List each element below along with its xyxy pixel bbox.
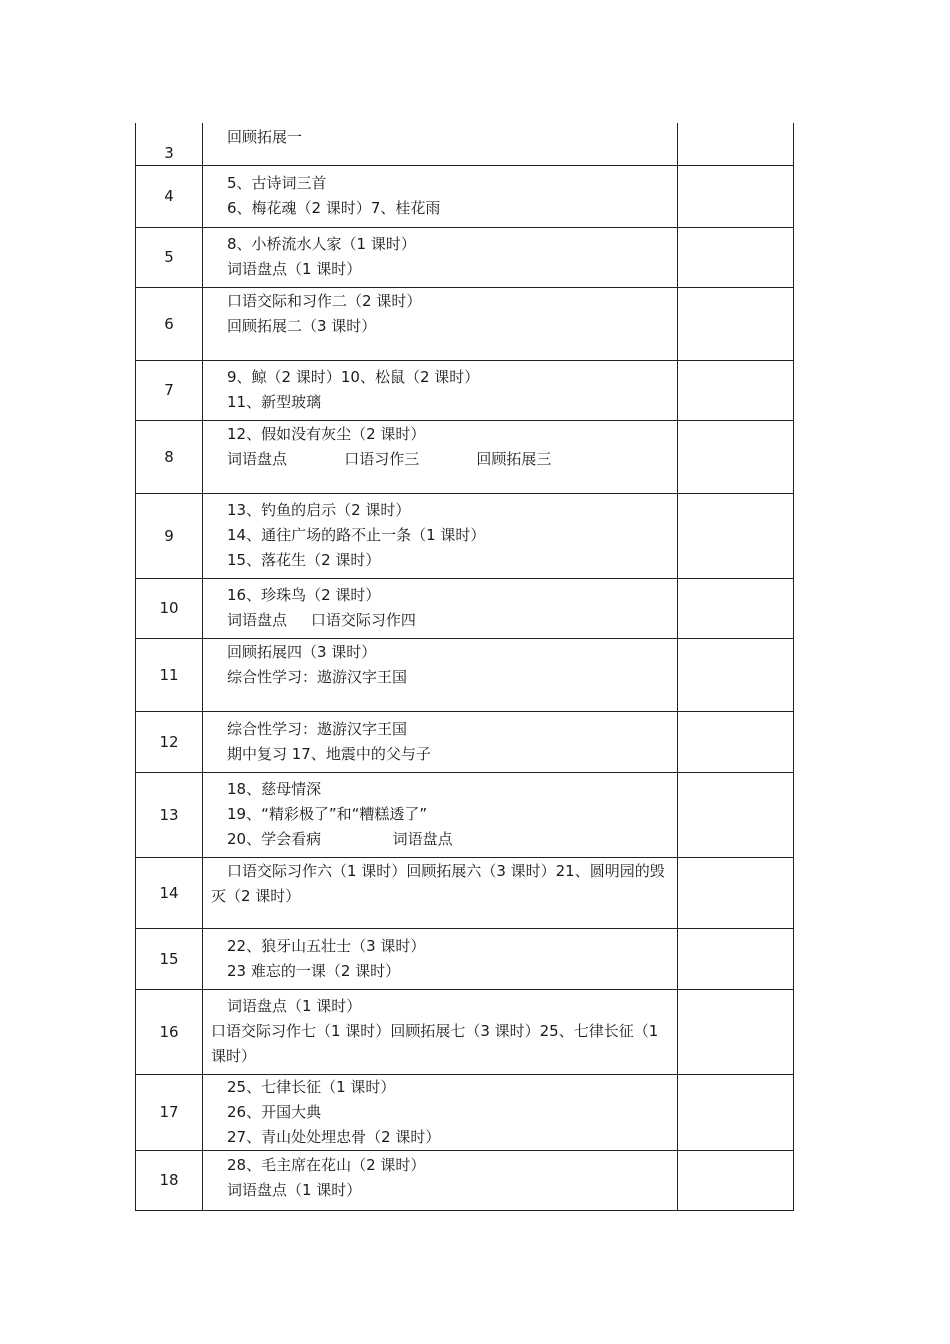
week-number: 15	[136, 928, 203, 989]
lesson-line: 词语盘点 口语交际习作四	[227, 611, 416, 629]
lesson-content	[203, 857, 678, 928]
notes-cell	[678, 638, 794, 711]
lesson-content	[203, 420, 678, 493]
lesson-line: 11、新型玻璃	[227, 393, 322, 411]
lesson-content	[203, 772, 678, 857]
table-row	[136, 420, 794, 493]
week-number: 3	[136, 123, 203, 165]
week-number: 18	[136, 1150, 203, 1210]
lesson-content	[203, 711, 678, 772]
lesson-line: 综合性学习：遨游汉字王国	[227, 667, 408, 686]
lesson-content	[203, 227, 678, 287]
lesson-line: 28、毛主席在花山（2 课时）	[227, 1155, 426, 1174]
table-row	[136, 165, 794, 227]
week-number: 14	[136, 857, 203, 928]
lesson-line: 综合性学习：遨游汉字王国	[227, 719, 408, 738]
lesson-content	[203, 638, 678, 711]
notes-cell	[678, 928, 794, 989]
notes-cell	[678, 989, 794, 1074]
notes-cell	[678, 857, 794, 928]
week-number: 13	[136, 772, 203, 857]
lesson-line: 口语交际习作六（1 课时）回顾拓展六（3 课时）21、圆明园的毁灭（2 课时）	[211, 861, 665, 905]
table-row	[136, 1150, 794, 1210]
table-row	[136, 287, 794, 360]
table-row	[136, 493, 794, 578]
lesson-content	[203, 287, 678, 360]
week-number: 17	[136, 1074, 203, 1150]
lesson-line: 词语盘点（1 课时）	[227, 997, 362, 1015]
table-row	[136, 360, 794, 420]
notes-cell	[678, 227, 794, 287]
notes-cell	[678, 1074, 794, 1150]
teaching-schedule-table	[135, 123, 794, 1211]
lesson-content	[203, 123, 678, 165]
table-row	[136, 123, 794, 165]
notes-cell	[678, 772, 794, 857]
lesson-line: 回顾拓展四（3 课时）	[227, 642, 377, 661]
notes-cell	[678, 165, 794, 227]
notes-cell	[678, 711, 794, 772]
lesson-content	[203, 578, 678, 638]
lesson-content	[203, 165, 678, 227]
lesson-content	[203, 989, 678, 1074]
table-row	[136, 638, 794, 711]
notes-cell	[678, 493, 794, 578]
lesson-content	[203, 1074, 678, 1150]
lesson-line: 13、钓鱼的启示（2 课时）	[227, 501, 411, 519]
notes-cell	[678, 287, 794, 360]
week-number: 7	[136, 360, 203, 420]
table-row	[136, 578, 794, 638]
week-number: 4	[136, 165, 203, 227]
lesson-content	[203, 1150, 678, 1210]
lesson-line: 期中复习 17、地震中的父与子	[227, 744, 431, 763]
lesson-line: 5、古诗词三首	[227, 174, 327, 192]
lesson-line: 26、开国大典	[227, 1102, 322, 1121]
lesson-line: 27、青山处处埋忠骨（2 课时）	[227, 1127, 441, 1146]
week-number: 12	[136, 711, 203, 772]
week-number: 11	[136, 638, 203, 711]
table-row	[136, 928, 794, 989]
lesson-content	[203, 360, 678, 420]
lesson-line: 18、慈母情深	[227, 780, 322, 798]
lesson-content	[203, 928, 678, 989]
lesson-line: 回顾拓展二（3 课时）	[227, 316, 377, 335]
lesson-line: 回顾拓展一	[227, 128, 303, 146]
table-row	[136, 857, 794, 928]
table-row	[136, 772, 794, 857]
lesson-line: 口语交际和习作二（2 课时）	[227, 291, 422, 310]
lesson-line: 12、假如没有灰尘（2 课时）	[227, 424, 426, 443]
lesson-line: 词语盘点 口语习作三 回顾拓展三	[227, 449, 552, 468]
table-row	[136, 227, 794, 287]
notes-cell	[678, 360, 794, 420]
table-row	[136, 1074, 794, 1150]
notes-cell	[678, 420, 794, 493]
lesson-line: 25、七律长征（1 课时）	[227, 1077, 396, 1096]
lesson-line: 20、学会看病 词语盘点	[227, 830, 453, 848]
lesson-line: 14、通往广场的路不止一条（1 课时）	[227, 526, 486, 544]
week-number: 5	[136, 227, 203, 287]
notes-cell	[678, 578, 794, 638]
lesson-line: 16、珍珠鸟（2 课时）	[227, 586, 381, 604]
lesson-line: 19、“精彩极了”和“糟糕透了”	[227, 805, 428, 823]
week-number: 8	[136, 420, 203, 493]
lesson-line: 22、狼牙山五壮士（3 课时）	[227, 936, 426, 955]
week-number: 16	[136, 989, 203, 1074]
week-number: 6	[136, 287, 203, 360]
table-row	[136, 711, 794, 772]
week-number: 10	[136, 578, 203, 638]
notes-cell	[678, 123, 794, 165]
lesson-line: 15、落花生（2 课时）	[227, 551, 381, 569]
lesson-content	[203, 493, 678, 578]
week-number: 9	[136, 493, 203, 578]
lesson-line: 9、鲸（2 课时）10、松鼠（2 课时）	[227, 368, 480, 386]
lesson-line: 23 难忘的一课（2 课时）	[227, 961, 401, 980]
lesson-line: 词语盘点（1 课时）	[227, 1180, 362, 1199]
lesson-line: 6、梅花魂（2 课时）7、桂花雨	[227, 199, 441, 217]
lesson-line: 8、小桥流水人家（1 课时）	[227, 235, 416, 253]
lesson-line: 口语交际习作七（1 课时）回顾拓展七（3 课时）25、七律长征（1 课时）	[211, 1022, 659, 1065]
notes-cell	[678, 1150, 794, 1210]
lesson-line: 词语盘点（1 课时）	[227, 260, 362, 278]
table-row	[136, 989, 794, 1074]
